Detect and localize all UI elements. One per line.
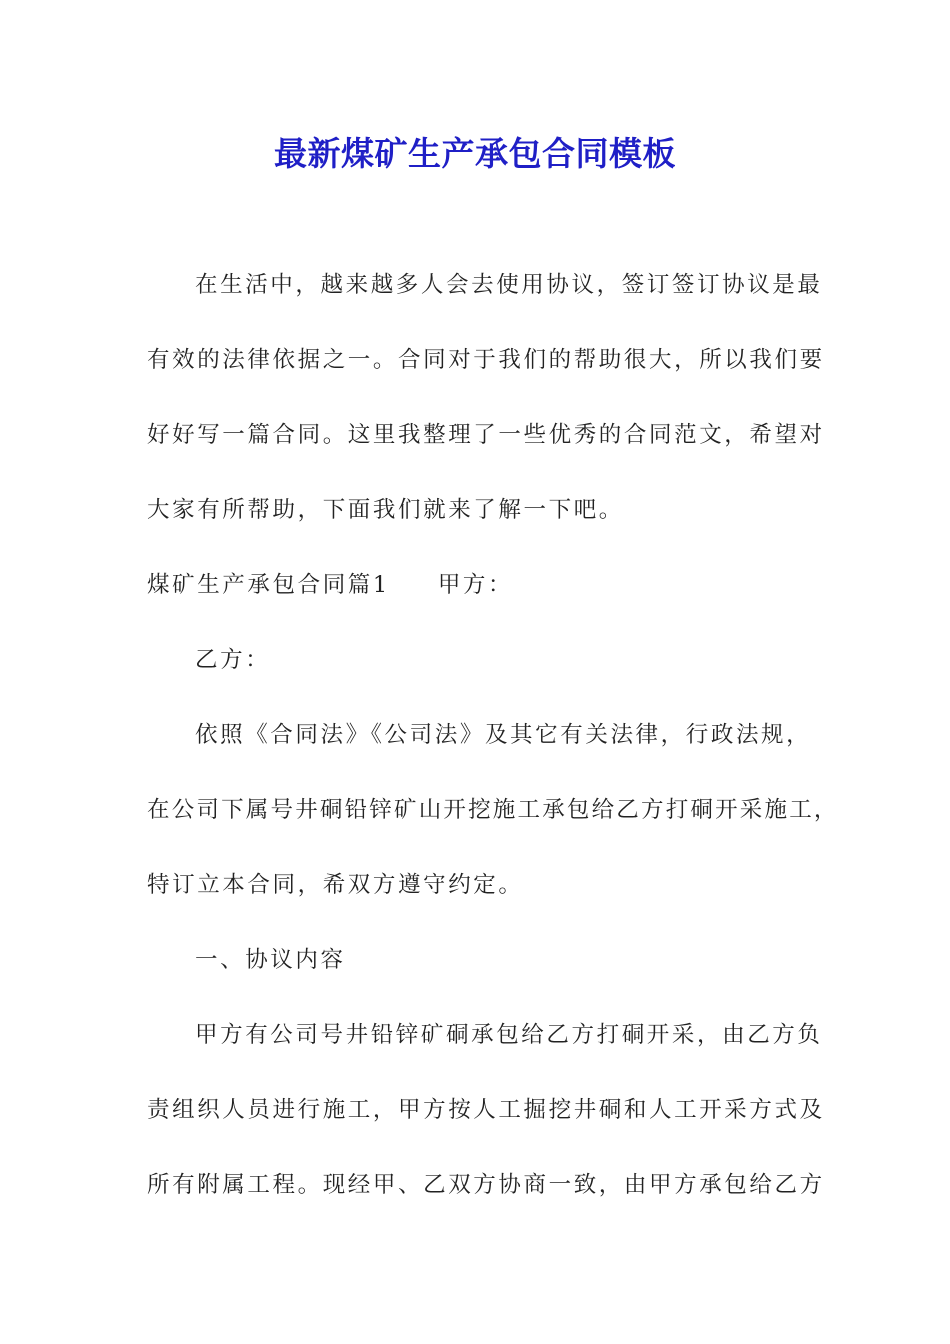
paragraph-line: 好好写一篇合同。这里我整理了一些优秀的合同范文，希望对	[147, 422, 825, 448]
party-b-label: 乙方：	[195, 647, 271, 673]
paragraph-line: 有效的法律依据之一。合同对于我们的帮助很大，所以我们要	[147, 347, 825, 373]
paragraph-line: 特订立本合同，希双方遵守约定。	[147, 872, 524, 898]
paragraph-line: 依照《合同法》《公司法》及其它有关法律，行政法规，	[195, 722, 812, 748]
party-a-label: 甲方：	[437, 572, 514, 598]
paragraph-line: 在公司下属号井硐铅锌矿山开挖施工承包给乙方打硐开采施工，	[147, 797, 839, 823]
section-heading-name: 煤矿生产承包合同篇1	[147, 572, 390, 598]
paragraph-line: 在生活中，越来越多人会去使用协议，签订签订协议是最	[195, 272, 823, 298]
paragraph-line: 甲方有公司号井铅锌矿硐承包给乙方打硐开采，由乙方负	[195, 1022, 823, 1048]
document-title: 最新煤矿生产承包合同模板	[274, 134, 676, 173]
section-heading	[147, 570, 807, 600]
paragraph-line: 大家有所帮助，下面我们就来了解一下吧。	[147, 497, 624, 523]
paragraph-line: 所有附属工程。现经甲、乙双方协商一致，由甲方承包给乙方	[147, 1172, 825, 1198]
clause-heading: 一、协议内容	[195, 947, 346, 973]
paragraph-line: 责组织人员进行施工，甲方按人工掘挖井硐和人工开采方式及	[147, 1097, 825, 1123]
